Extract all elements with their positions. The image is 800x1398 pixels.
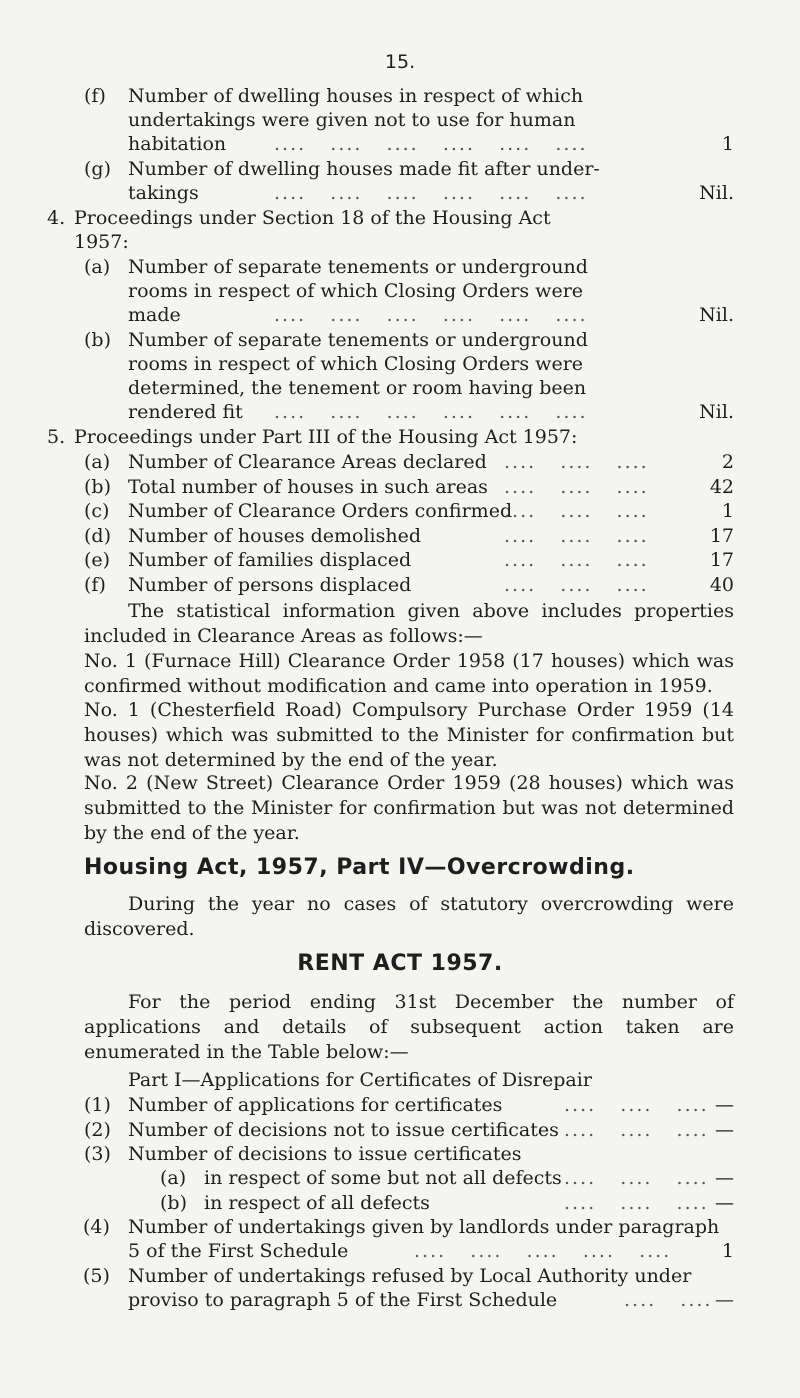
item-value: Nil.: [699, 304, 734, 326]
item-text: rooms in respect of which Closing Orders were: [128, 353, 584, 375]
item-value: 17: [709, 524, 734, 547]
item-value: —: [715, 1094, 734, 1116]
item-label: (a): [84, 451, 111, 473]
section-title: Proceedings under Section 18 of the Housing Act: [74, 207, 551, 229]
item-text: determined, the tenement or room having been: [128, 377, 587, 399]
rent-act-heading: RENT ACT 1957.: [297, 951, 503, 976]
item-text: Number of dwelling houses in respect of which: [128, 85, 584, 107]
item-label: (b): [84, 475, 111, 498]
item-label: (c): [84, 500, 110, 522]
item-text: rendered fit: [128, 401, 243, 423]
order-new-street: No. 2 (New Street) Clearance Order 1959 (28 houses) which was submitted to the Minister for confirmation but was not determined by the end of the year.: [84, 772, 734, 844]
item-text: Number of dwelling houses made fit after under-: [128, 158, 600, 180]
item-value: Nil.: [699, 401, 734, 423]
part1-title: Part I—Applications for Certificates of Disrepair: [128, 1069, 592, 1091]
section-label: 4.: [47, 207, 66, 229]
statistical-paragraph: The statistical information given above includes properties included in Clearance Areas as follows:—: [84, 600, 734, 647]
item-label: (4): [83, 1216, 110, 1238]
item-value: —: [715, 1167, 734, 1189]
item-text: rooms in respect of which Closing Orders were: [128, 280, 584, 302]
item-text: made: [128, 304, 181, 326]
item-label: (f): [84, 573, 106, 596]
item-text: Number of Clearance Orders confirmed: [128, 500, 513, 522]
section-label: 5.: [47, 426, 66, 448]
item-text: Number of families displaced: [128, 549, 412, 571]
item-value: 17: [709, 549, 734, 571]
item-text: undertakings were given not to use for human: [128, 109, 576, 131]
rent-act-intro: For the period ending 31st December the number of applications and details of subsequent action taken are enumerated in the Table below:—: [84, 991, 734, 1063]
item-value: 2: [721, 451, 734, 473]
item-label: (f): [84, 85, 106, 107]
item-label: (a): [84, 256, 111, 278]
item-value: 1: [721, 133, 734, 155]
item-text: Number of decisions to issue certificates: [128, 1143, 522, 1165]
item-label: (e): [84, 549, 111, 571]
page-number: 15.: [384, 51, 416, 73]
item-text: Number of Clearance Areas declared: [128, 451, 487, 473]
order-chesterfield-road: No. 1 (Chesterfield Road) Compulsory Purchase Order 1959 (14 houses) which was submitted to the Minister for confirmation but was not determined by the end of the year.: [84, 699, 734, 771]
item-label: (2): [84, 1118, 111, 1141]
section-title: 1957:: [74, 231, 129, 253]
item-value: —: [715, 1289, 734, 1311]
overcrowding-heading: Housing Act, 1957, Part IV—Overcrowding.: [84, 855, 635, 880]
order-furnace-hill: No. 1 (Furnace Hill) Clearance Order 1958 (17 houses) which was confirmed without modification and came into operation in 1959.: [84, 650, 734, 697]
item-label: (1): [84, 1094, 111, 1116]
item-label: (3): [84, 1143, 111, 1165]
item-text: takings: [128, 182, 199, 204]
item-value: 1: [721, 500, 734, 522]
item-value: 42: [709, 475, 734, 498]
item-label: (a): [160, 1167, 187, 1189]
item-value: —: [715, 1118, 734, 1141]
item-text: 5 of the First Schedule: [128, 1240, 349, 1262]
item-value: Nil.: [699, 182, 734, 204]
item-label: (5): [83, 1265, 110, 1287]
item-text: Number of separate tenements or underground: [128, 329, 588, 351]
item-text: Number of persons displaced: [128, 573, 412, 596]
item-text: in respect of all defects: [204, 1191, 430, 1214]
item-value: —: [715, 1191, 734, 1214]
item-value: 40: [709, 573, 734, 596]
item-text: proviso to paragraph 5 of the First Schedule: [128, 1289, 558, 1311]
item-text: Total number of houses in such areas: [128, 475, 488, 498]
item-text: Number of undertakings refused by Local Authority under: [128, 1265, 692, 1287]
overcrowding-text: During the year no cases of statutory overcrowding were discovered.: [84, 893, 734, 940]
item-label: (b): [160, 1191, 187, 1214]
item-value: 1: [721, 1240, 734, 1262]
item-text: Number of separate tenements or underground: [128, 256, 588, 278]
item-text: in respect of some but not all defects: [204, 1167, 562, 1189]
item-text: habitation: [128, 133, 227, 155]
item-label: (d): [84, 524, 111, 547]
item-text: Number of applications for certificates: [128, 1094, 503, 1116]
item-text: Number of decisions not to issue certificates: [128, 1118, 559, 1141]
item-label: (g): [84, 158, 111, 180]
document-page: 15. (f) Number of dwelling houses in respect of which undertakings were given not to use for human habitation .... .... .... .... .... .... 1 (g) Number of dwelling houses made fit after under- takings .... .... .... .... .... .... Nil. 4. Proceedings under Section 18 of the Housing Act 1957: (a) Number of separate tenements or underground rooms in respect of which Closing Orders were made .... .... .... .... .... .... Nil. (b) Number of separate tenements or underground rooms in respect of which Closing Orders were determined, the tenement or room having been rendered fit .... .... .... .... .... .... Nil. 5. Proceedings under Part III of the Housing Act 1957: (a) Number of Clearance Areas declared .... .... .... 2 (b) Total number of houses in such areas .... .... .... 42 (c) Number of Clearance Orders confirmed .... .... .... 1 (d) Number of houses demolished .... .... .... 17 (e) Number of families displaced .... .... .... 17 (f) Number of persons displaced .... .... .... 40 The statistical information given above includes properties included in Clearance Areas as follows:— No. 1 (Furnace Hill) Clearance Order 1958 (17 houses) which was confirmed without modification and came into operation in 1959. No. 1 (Chesterfield Road) Compulsory Purchase Order 1959 (14 houses) which was submitted to the Minister for confirmation but was not determined by the end of the year. No. 2 (New Street) Clearance Order 1959 (28 houses) which was submitted to the Minister for confirmation but was not determined by the end of the year. Housing Act, 1957, Part IV—Overcrowding. During the year no cases of statutory overcrowding were discovered. RENT ACT 1957. For the period ending 31st December the number of applications and details of subsequent action taken are enumerated in the Table below:— Part I—Applications for Certificates of Disrepair (1) Number of applications for certificates .... .... .... — (2) Number of decisions not to issue certificates .... .... .... — (3) Number of decisions to issue certificates (a) in respect of some but not all defects .... .... .... — (b) in respect of all defects .... .... .... — (4) Number of undertakings given by landlords under paragraph 5 of the First Schedule .... .... .... .... .... 1 (5) Number of undertakings refused by Local Authority under proviso to paragraph 5 of the First Schedule .... .... —: [0, 0, 800, 1398]
item-text: Number of houses demolished: [128, 524, 422, 547]
item-text: Number of undertakings given by landlords under paragraph: [128, 1216, 720, 1238]
item-label: (b): [84, 329, 111, 351]
section-title: Proceedings under Part III of the Housing Act 1957:: [74, 426, 578, 448]
